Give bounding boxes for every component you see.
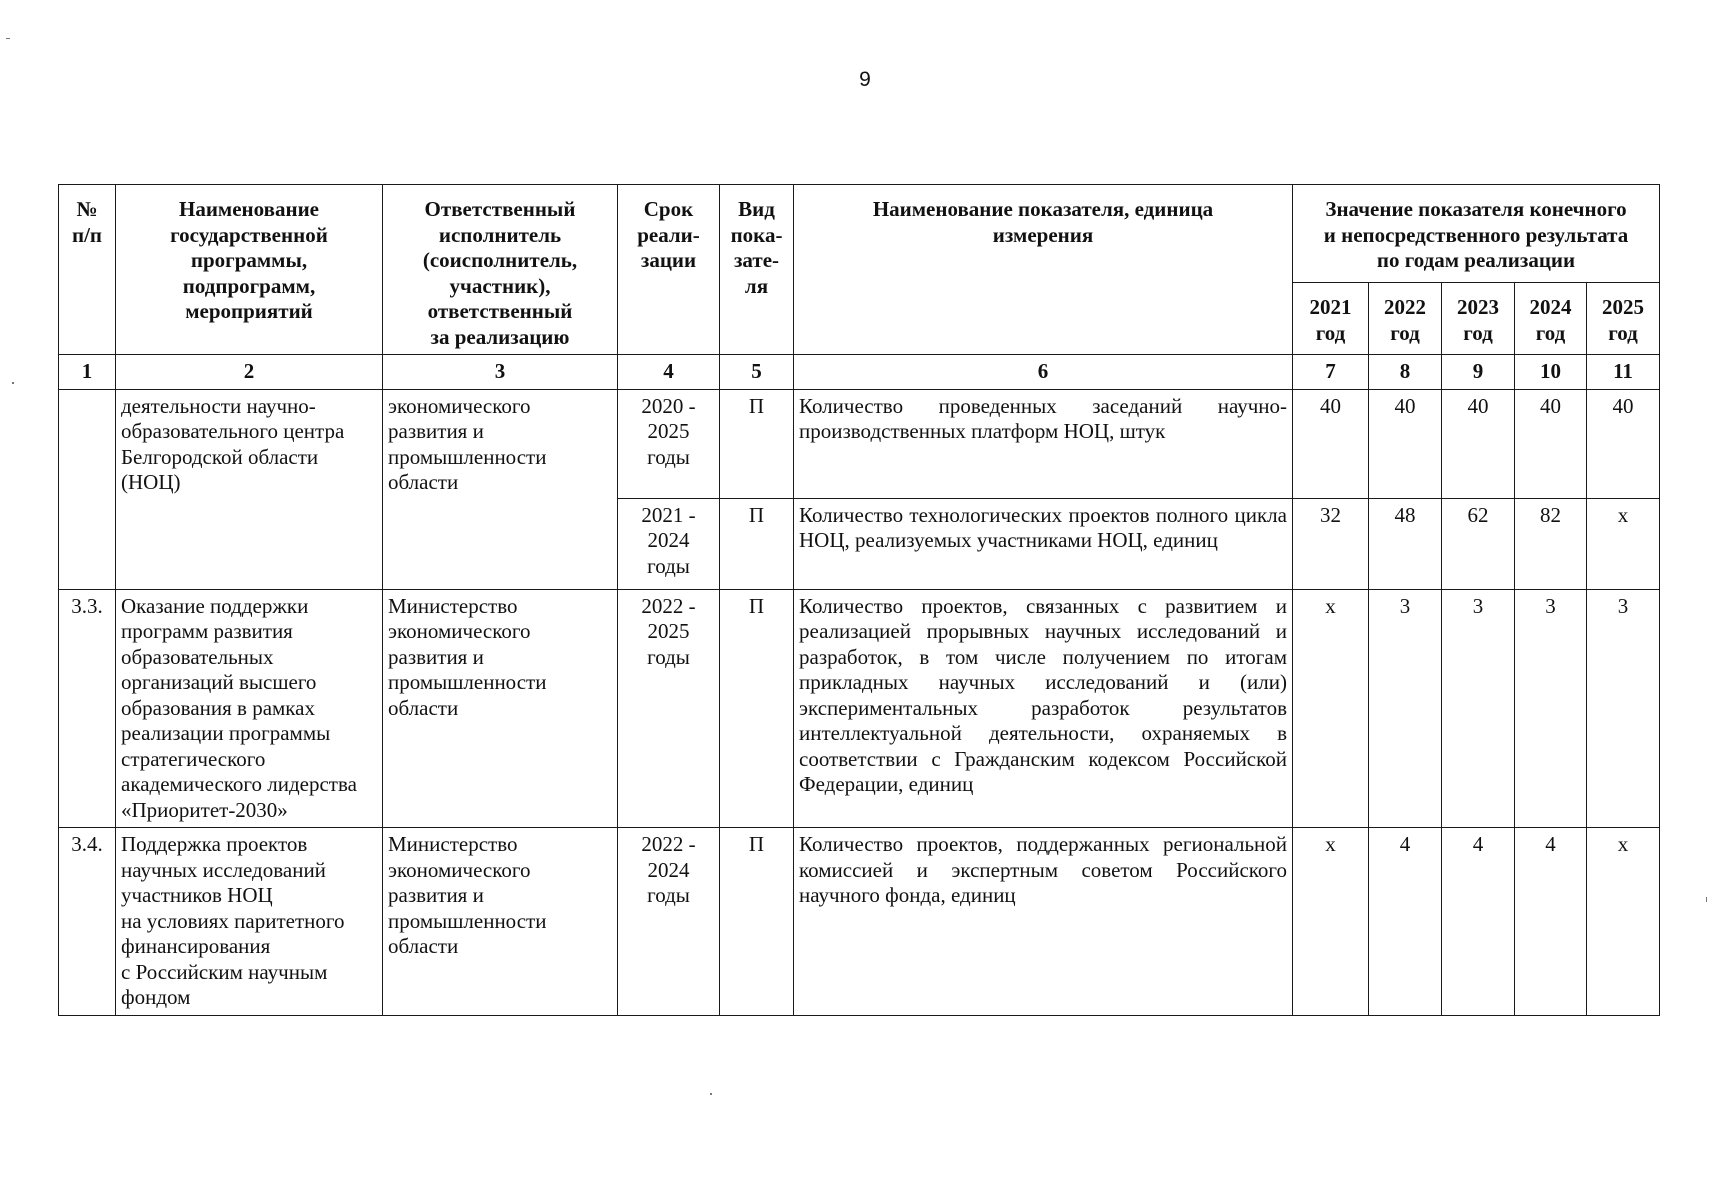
indicator-value: 3: [1515, 589, 1587, 828]
header-values: Значение показателя конечного и непосредственного результата по годам реализации: [1293, 185, 1660, 283]
column-number: 10: [1515, 355, 1587, 390]
indicator-type: П: [720, 389, 794, 498]
row-number: 3.3.: [59, 589, 116, 828]
indicator-value: 4: [1442, 828, 1515, 1016]
indicator-value: 40: [1515, 389, 1587, 498]
indicator-value: 4: [1369, 828, 1442, 1016]
indicator-value: 40: [1587, 389, 1660, 498]
column-number: 4: [618, 355, 720, 390]
indicator-name: Количество проектов, поддержанных региональной комиссией и экспертным советом Российского научного фонда, единиц: [794, 828, 1293, 1016]
header-year: 2024 год: [1515, 283, 1587, 355]
column-number: 11: [1587, 355, 1660, 390]
indicator-value: 3: [1442, 589, 1515, 828]
row-number: 3.4.: [59, 828, 116, 1016]
column-number: 6: [794, 355, 1293, 390]
column-numbers-row: [59, 355, 1660, 390]
column-number: 5: [720, 355, 794, 390]
indicator-value: х: [1587, 498, 1660, 589]
table-row: [59, 389, 1660, 498]
indicators-table: [58, 184, 1660, 1016]
indicator-value: 82: [1515, 498, 1587, 589]
header-row: [59, 185, 1660, 283]
header-responsible: Ответственный исполнитель (соисполнитель, участник), ответственный за реализацию: [383, 185, 618, 355]
implementation-period: 2020 - 2025 годы: [618, 389, 720, 498]
responsible-executor: экономического развития и промышленности области: [383, 389, 618, 589]
indicator-value: х: [1293, 589, 1369, 828]
program-name: деятельности научно- образовательного центра Белгородской области (НОЦ): [116, 389, 383, 589]
indicator-type: П: [720, 828, 794, 1016]
indicator-value: 40: [1442, 389, 1515, 498]
scan-speck: [6, 38, 10, 39]
column-number: 9: [1442, 355, 1515, 390]
indicator-value: 3: [1369, 589, 1442, 828]
header-name: Наименование государственной программы, подпрограмм, мероприятий: [116, 185, 383, 355]
scan-speck: [1706, 897, 1707, 902]
program-name: Оказание поддержки программ развития образовательных организаций высшего образования в рамках реализации программы стратегического академического лидерства «Приоритет-2030»: [116, 589, 383, 828]
indicator-value: 4: [1515, 828, 1587, 1016]
indicator-name: Количество проведенных заседаний научно-производственных платформ НОЦ, штук: [794, 389, 1293, 498]
header-year: 2025 год: [1587, 283, 1660, 355]
indicator-name: Количество технологических проектов полного цикла НОЦ, реализуемых участниками НОЦ, единиц: [794, 498, 1293, 589]
header-year: 2023 год: [1442, 283, 1515, 355]
indicator-type: П: [720, 589, 794, 828]
indicator-value: 48: [1369, 498, 1442, 589]
indicator-value: х: [1587, 828, 1660, 1016]
header-indicator: Наименование показателя, единица измерения: [794, 185, 1293, 355]
column-number: 1: [59, 355, 116, 390]
row-number: [59, 389, 116, 589]
table-row: [59, 828, 1660, 1016]
column-number: 2: [116, 355, 383, 390]
implementation-period: 2022 - 2024 годы: [618, 828, 720, 1016]
indicator-value: 62: [1442, 498, 1515, 589]
page-number: 9: [859, 68, 871, 91]
scan-speck: [12, 382, 14, 384]
indicator-value: 40: [1369, 389, 1442, 498]
column-number: 8: [1369, 355, 1442, 390]
implementation-period: 2021 - 2024 годы: [618, 498, 720, 589]
table-row: [59, 589, 1660, 828]
header-period: Срок реали- зации: [618, 185, 720, 355]
scan-speck: [710, 1093, 712, 1095]
responsible-executor: Министерство экономического развития и промышленности области: [383, 589, 618, 828]
column-number: 7: [1293, 355, 1369, 390]
indicator-value: 40: [1293, 389, 1369, 498]
indicator-value: 32: [1293, 498, 1369, 589]
implementation-period: 2022 - 2025 годы: [618, 589, 720, 828]
header-year: 2022 год: [1369, 283, 1442, 355]
header-year: 2021 год: [1293, 283, 1369, 355]
responsible-executor: Министерство экономического развития и промышленности области: [383, 828, 618, 1016]
program-name: Поддержка проектов научных исследований участников НОЦ на условиях паритетного финансирования с Российским научным фондом: [116, 828, 383, 1016]
indicator-type: П: [720, 498, 794, 589]
indicator-value: 3: [1587, 589, 1660, 828]
header-no: № п/п: [59, 185, 116, 355]
indicator-name: Количество проектов, связанных с развитием и реализацией прорывных научных исследований и разработок, в том числе получением по итогам прикладных научных исследований и (или) экспериментальных разработок результатов интеллектуальной деятельности, охраняемых в соответствии с Гражданским кодексом Российской Федерации, единиц: [794, 589, 1293, 828]
indicator-value: х: [1293, 828, 1369, 1016]
column-number: 3: [383, 355, 618, 390]
header-type: Вид пока- зате- ля: [720, 185, 794, 355]
table-body: [59, 389, 1660, 1015]
